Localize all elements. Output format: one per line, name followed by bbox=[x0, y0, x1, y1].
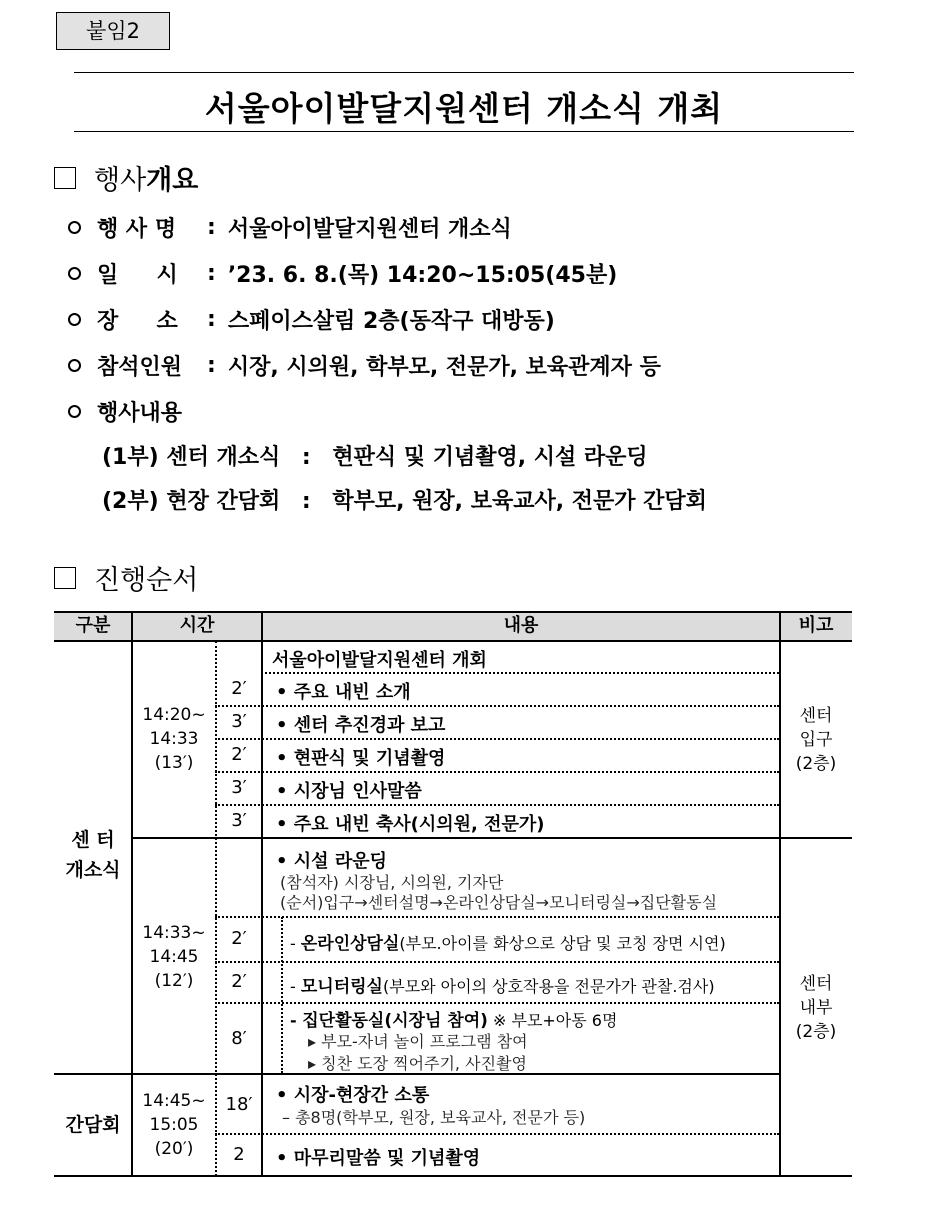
attachment-tag: 붙임2 bbox=[56, 12, 170, 50]
section-order-heading: 진행순서 bbox=[54, 558, 198, 597]
dotted-row-line bbox=[215, 738, 779, 740]
page-title: 서울아이발달지원센터 개소식 개최 bbox=[204, 89, 724, 128]
dotted-row-line bbox=[261, 672, 779, 674]
tour-group-sub2: ▸ 칭찬 도장 찍어주기, 사진촬영 bbox=[308, 1054, 527, 1073]
overview-item-name: 행 사 명 : 서울아이발달지원센터 개소식 bbox=[68, 212, 512, 243]
overview-item-contents: 행사내용 bbox=[68, 396, 182, 427]
tour-group-sub1: ▸ 부모-자녀 놀이 프로그램 참여 bbox=[308, 1032, 528, 1051]
dotted-row-line bbox=[215, 771, 779, 773]
header-category: 구분 bbox=[75, 615, 111, 636]
content-closing: • 마무리말씀 및 기념촬영 bbox=[276, 1148, 481, 1169]
content-row: • 센터 추진경과 보고 bbox=[276, 715, 446, 736]
dotted-row-line bbox=[215, 1133, 779, 1135]
section-overview-heading bbox=[54, 158, 198, 197]
circle-bullet-icon bbox=[68, 267, 81, 280]
duration: 2′ bbox=[231, 971, 247, 992]
dotted-row-line bbox=[215, 916, 779, 918]
circle-bullet-icon bbox=[68, 221, 81, 234]
duration: 18′ bbox=[225, 1094, 253, 1115]
group-meeting-label: 간담회 bbox=[65, 1114, 121, 1136]
content-row: • 주요 내빈 축사(시의원, 전문가) bbox=[276, 814, 545, 835]
content-tour-order: (순서)입구→센터설명→온라인상담실→모니터링실→집단활동실 bbox=[280, 893, 718, 912]
circle-bullet-icon bbox=[68, 313, 81, 326]
circle-bullet-icon bbox=[68, 405, 81, 418]
checkbox-square-icon bbox=[54, 167, 76, 189]
section-overview-label-b: 개요 bbox=[146, 165, 199, 196]
content-meeting-title: • 시장-현장간 소통 bbox=[276, 1085, 430, 1106]
content-row: • 시장님 인사말씀 bbox=[276, 781, 422, 802]
col-divider bbox=[779, 611, 781, 1177]
duration: 2 bbox=[233, 1144, 245, 1165]
duration: 3′ bbox=[231, 810, 247, 831]
duration: 2′ bbox=[231, 678, 247, 699]
content-meeting-sub: – 총8명(학부모, 원장, 보육교사, 전문가 등) bbox=[282, 1108, 586, 1127]
row-divider bbox=[132, 837, 852, 839]
contents-part1: (1부) 센터 개소식 : 현판식 및 기념촬영, 시설 라운딩 bbox=[102, 445, 648, 470]
sub-dotted-divider bbox=[281, 917, 283, 1073]
section-overview-label-a: 행사 bbox=[94, 165, 147, 196]
header-content: 내용 bbox=[503, 615, 539, 636]
tour-monitoring-room: - 모니터링실(부모와 아이의 상호작용을 전문가가 관찰.검사) bbox=[290, 977, 715, 997]
checkbox-square-icon bbox=[54, 567, 76, 589]
dotted-row-line bbox=[215, 705, 779, 707]
tour-online-room: - 온라인상담실(부모.아이를 화상으로 상담 및 코칭 장면 시연) bbox=[290, 934, 726, 954]
dotted-row-line bbox=[215, 804, 779, 806]
overview-item-date: 일 시 : ’23. 6. 8.(목) 14:20~15:05(45분) bbox=[68, 258, 617, 289]
duration: 3′ bbox=[231, 777, 247, 798]
circle-bullet-icon bbox=[68, 359, 81, 372]
overview-item-attendees: 참석인원 : 시장, 시의원, 학부모, 전문가, 보육관계자 등 bbox=[68, 350, 661, 381]
content-tour-title: • 시설 라운딩 bbox=[276, 851, 387, 872]
header-time: 시간 bbox=[179, 615, 215, 636]
duration: 3′ bbox=[231, 711, 247, 732]
note-inside: 센터 내부 (2층) bbox=[795, 974, 837, 1042]
table-top-border bbox=[54, 611, 852, 613]
time-block-2: 14:33~ 14:45 (12′) bbox=[142, 923, 206, 991]
dotted-row-line bbox=[215, 1002, 779, 1004]
tour-group-room: - 집단활동실(시장님 참여) ※ 부모+아동 6명 bbox=[290, 1011, 618, 1031]
group-opening-label: 센 터 개소식 bbox=[65, 829, 121, 881]
duration: 2′ bbox=[231, 744, 247, 765]
duration: 8′ bbox=[231, 1028, 247, 1049]
header-bottom-border bbox=[54, 640, 852, 642]
content-tour-attendees: (참석자) 시장님, 시의원, 기자단 bbox=[280, 873, 504, 892]
header-note: 비고 bbox=[798, 615, 834, 636]
time-block-3: 14:45~ 15:05 (20′) bbox=[142, 1091, 206, 1159]
content-opening: 서울아이발달지원센터 개회 bbox=[272, 650, 487, 671]
title-box bbox=[74, 72, 854, 132]
contents-part2: (2부) 현장 간담회 : 학부모, 원장, 보육교사, 전문가 간담회 bbox=[102, 489, 707, 514]
dotted-row-line bbox=[215, 961, 779, 963]
content-row: • 주요 내빈 소개 bbox=[276, 682, 411, 703]
note-entrance: 센터 입구 (2층) bbox=[795, 706, 837, 774]
duration: 2′ bbox=[231, 928, 247, 949]
content-row: • 현판식 및 기념촬영 bbox=[276, 748, 446, 769]
overview-item-place: 장 소 : 스페이스살림 2층(동작구 대방동) bbox=[68, 304, 555, 335]
time-block-1: 14:20~ 14:33 (13′) bbox=[142, 705, 206, 773]
table-bottom-border bbox=[54, 1175, 852, 1177]
schedule-table bbox=[54, 611, 852, 1177]
